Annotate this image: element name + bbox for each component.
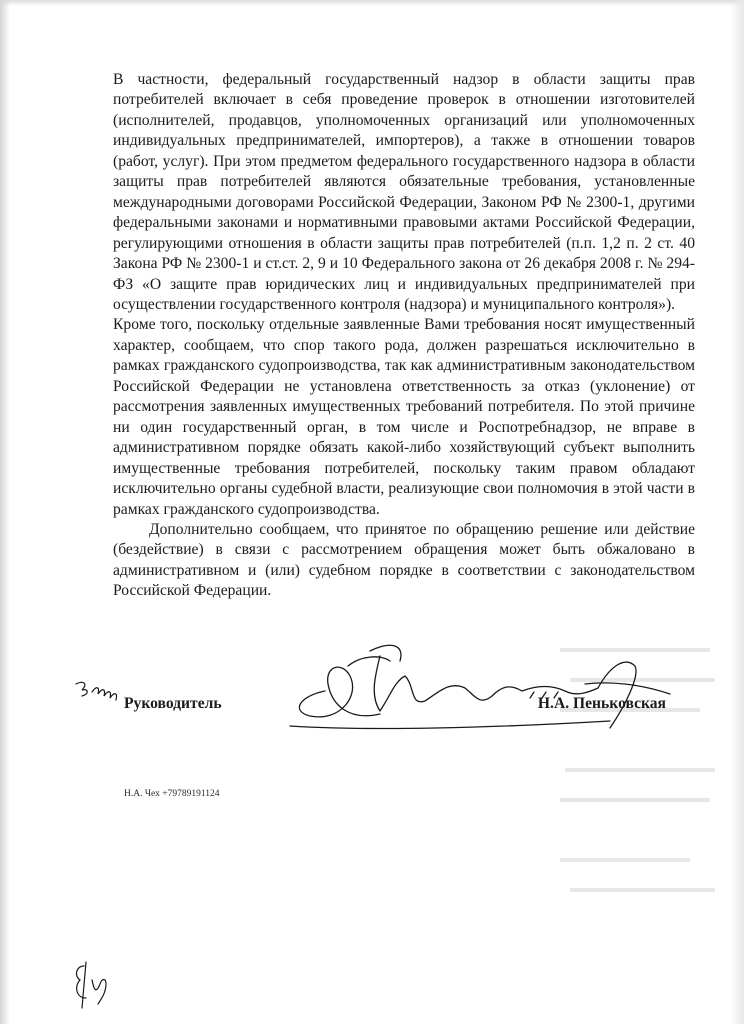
letter-body bbox=[113, 70, 695, 602]
handwritten-signature bbox=[230, 636, 680, 746]
scan-shadow-top bbox=[0, 0, 744, 6]
paragraph-supervision: В частности, федеральный государственный надзор в области защиты прав потребителей включает в себя проведение проверок в отношении изготовителей (исполнителей, продавцов, уполномоченных организаций или уполномоченных индивидуальных предпринимателей, импортеров), а также в отношении товаров (работ, услуг). При этом предметом федерального государственного надзора в области защиты прав потребителей являются обязательные требования, установленные международными договорами Российской Федерации, Законом РФ № 2300-1, другими федеральными законами и нормативными правовыми актами Российской Федерации, регулирующими отношения в области защиты прав потребителей (п.п. 1,2 п. 2 ст. 40 Закона РФ № 2300-1 и ст.ст. 2, 9 и 10 Федерального закона от 26 декабря 2008 г. № 294-ФЗ «О защите прав юридических лиц и индивидуальных предпринимателей при осуществлении государственного контроля (надзора) и муниципального контроля»). bbox=[113, 71, 695, 313]
handwritten-mark bbox=[70, 958, 118, 1014]
paragraph-appeal: Дополнительно сообщаем, что принятое по обращению решение или действие (бездействие) в связи с рассмотрением обращения может быть обжаловано в административном и (или) судебном порядке в соответствии с законодательством Российской Федерации. bbox=[113, 520, 695, 600]
scan-shadow-left bbox=[0, 0, 10, 1024]
signer-position: Руководитель bbox=[124, 695, 222, 712]
paragraph-property-claims: Кроме того, поскольку отдельные заявленные Вами требования носят имущественный характер, сообщаем, что спор такого рода, должен разрешаться исключительно в рамках гражданского судопроизводства, так как административным законодательством Российской Федерации не установлена ответственность за отказ (уклонение) от рассмотрения заявленных имущественных требований потребителя. По этой причине ни один государственный орган, в том числе и Роспотребнадзор, не вправе в административном порядке обязать какой-либо хозяйствующий субъект выполнить имущественные требования потребителей, поскольку таким правом обладают исключительно органы судебной власти, реализующие свои полномочия в этой части в рамках гражданского судопроизводства. bbox=[113, 316, 695, 518]
executor-contact: Н.А. Чех +79789191124 bbox=[124, 789, 220, 799]
signer-name: Н.А. Пеньковская bbox=[537, 695, 666, 712]
initials-mark bbox=[72, 678, 132, 702]
scan-edge-right bbox=[730, 0, 744, 1024]
